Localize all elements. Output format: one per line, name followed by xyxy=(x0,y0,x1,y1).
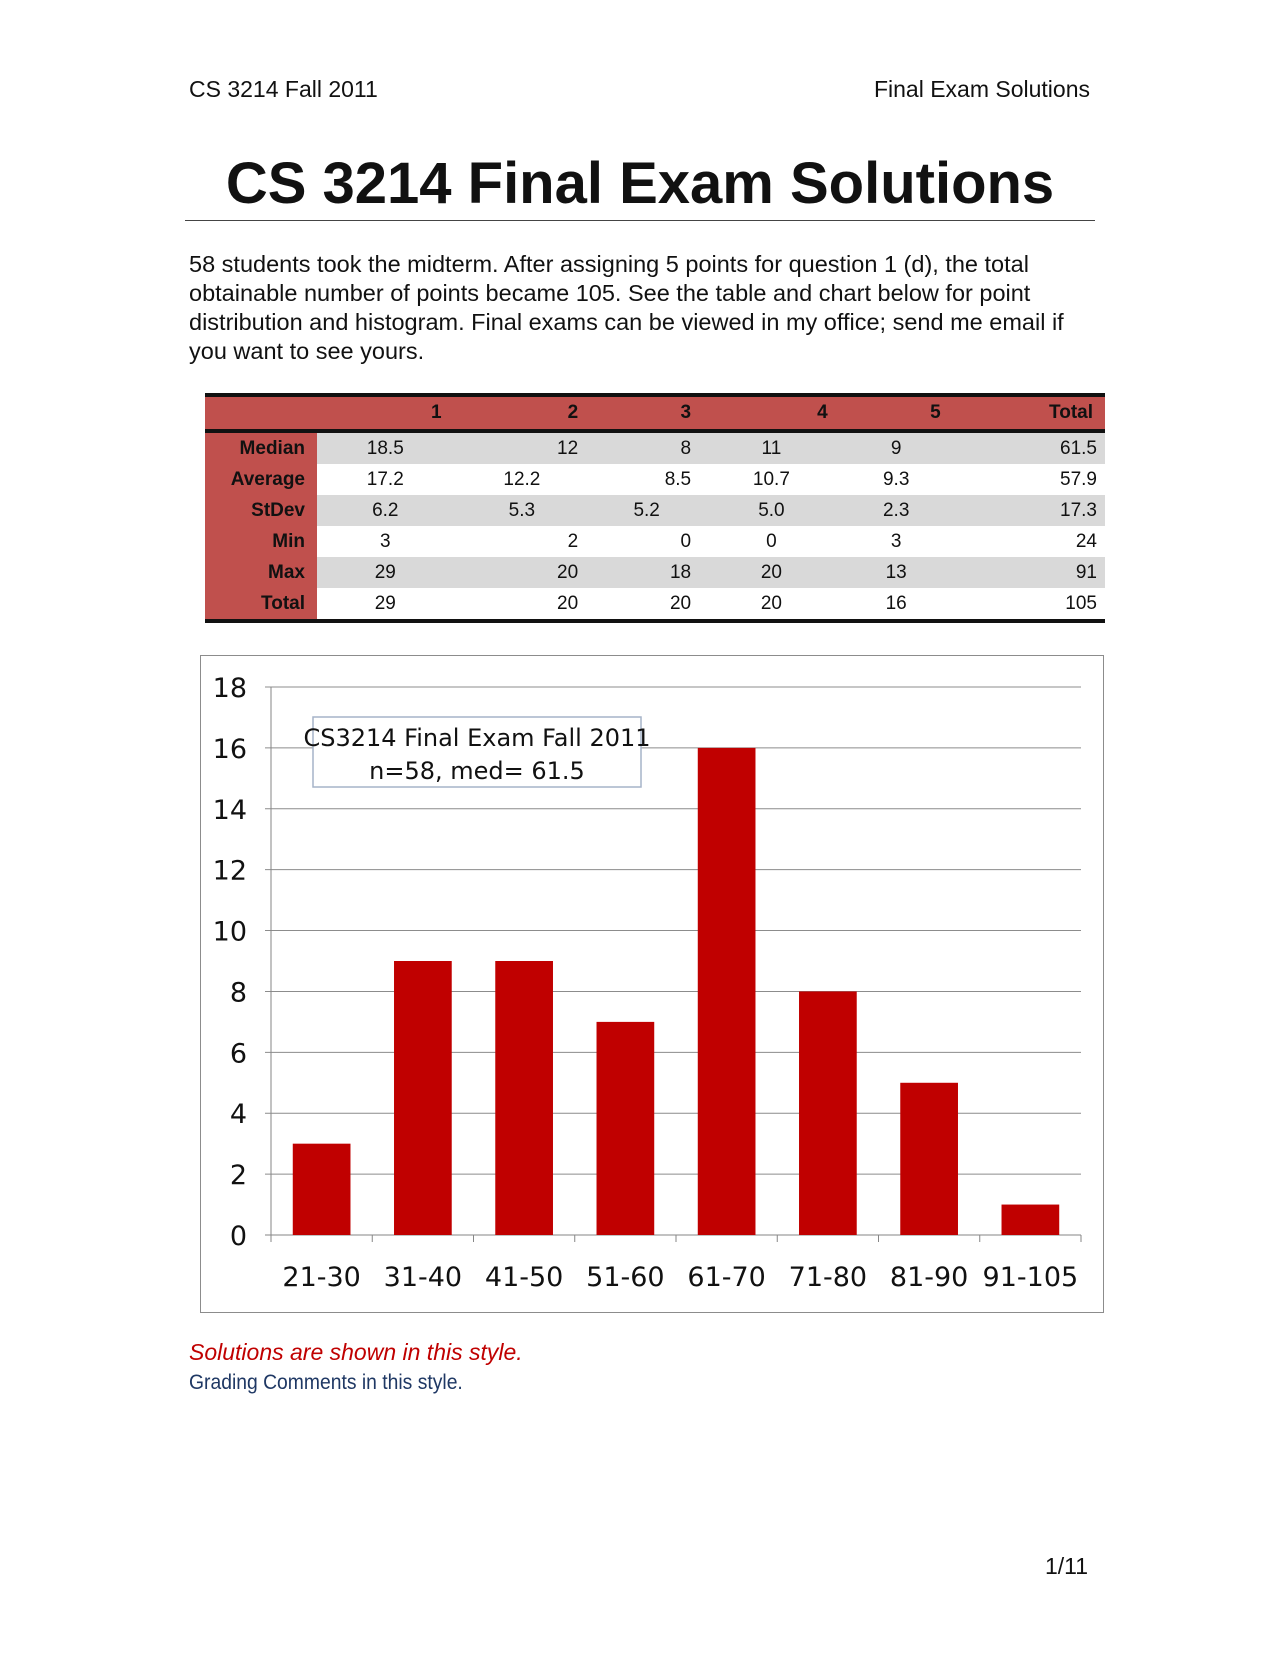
table-cell: 57.9 xyxy=(1060,468,1097,490)
histogram-bar xyxy=(900,1083,958,1235)
histogram-bar xyxy=(698,748,756,1235)
table-cell: 9 xyxy=(840,431,953,464)
table-row xyxy=(205,464,1105,495)
x-tick-label: 41-50 xyxy=(484,1262,564,1293)
y-tick-label: 8 xyxy=(229,977,247,1009)
intro-paragraph: 58 students took the midterm. After assigning 5 points for question 1 (d), the total obtainable number of points became 105. See the table and chart below for point distribution and histogram. Final exams can be viewed in my office; send me email if you want to see yours. xyxy=(189,251,1064,364)
table-cell: 9.3 xyxy=(882,468,910,490)
page-title: CS 3214 Final Exam Solutions xyxy=(225,151,1055,216)
histogram-chart xyxy=(200,655,1104,1313)
table-cell: 12.2 xyxy=(503,468,541,490)
table-row xyxy=(205,495,1105,526)
table-cell: 12 xyxy=(454,431,591,464)
title-rule xyxy=(185,220,1095,221)
table-cell: 11 xyxy=(703,431,840,464)
table-cell: 3 xyxy=(890,530,902,552)
y-tick-label: 4 xyxy=(229,1099,247,1131)
table-cell: 20 xyxy=(454,557,591,588)
row-label: StDev xyxy=(205,495,317,526)
x-tick-label: 51-60 xyxy=(586,1262,665,1293)
table-cell: 8 xyxy=(590,431,703,464)
table-cell: 24 xyxy=(1075,530,1097,552)
histogram-bar xyxy=(1002,1205,1060,1235)
table-cell: 0 xyxy=(766,530,777,552)
y-tick-label: 6 xyxy=(229,1038,247,1070)
table-cell: 0 xyxy=(680,530,692,552)
table-cell: 13 xyxy=(840,557,953,588)
table-cell: 105 xyxy=(1065,592,1097,614)
table-cell: 5.0 xyxy=(703,495,840,526)
histogram-bar xyxy=(394,961,452,1235)
table-cell: 29 xyxy=(374,592,396,614)
table-cell: 20 xyxy=(669,592,692,614)
x-tick-label: 91-105 xyxy=(982,1262,1079,1293)
histogram-bar xyxy=(799,991,857,1235)
stats-col-header: Total xyxy=(953,395,1105,431)
header-doc-title: Final Exam Solutions xyxy=(873,76,1090,102)
y-tick-label: 2 xyxy=(229,1160,247,1192)
x-tick-label: 31-40 xyxy=(383,1262,463,1293)
x-tick-label: 61-70 xyxy=(687,1262,766,1293)
x-tick-label: 71-80 xyxy=(788,1262,868,1293)
stats-col-header: 5 xyxy=(840,395,953,431)
row-label: Total xyxy=(205,588,317,621)
histogram-bar xyxy=(293,1144,351,1235)
histogram-svg xyxy=(201,656,1105,1314)
stats-table xyxy=(205,393,1105,623)
table-cell: 20 xyxy=(557,592,579,614)
chart-annotation-line: n=58, med= 61.5 xyxy=(369,757,585,785)
table-cell: 61.5 xyxy=(953,431,1105,464)
y-tick-label: 0 xyxy=(229,1221,247,1252)
table-cell: 18.5 xyxy=(317,431,454,464)
row-label: Average xyxy=(205,464,317,495)
stats-col-header: 1 xyxy=(317,395,454,431)
table-cell: 18 xyxy=(590,557,703,588)
y-tick-label: 10 xyxy=(212,916,247,948)
header-course: CS 3214 Fall 2011 xyxy=(189,76,378,102)
table-cell: 16 xyxy=(885,592,907,614)
y-tick-label: 18 xyxy=(212,673,247,704)
solutions-style-note: Solutions are shown in this style. xyxy=(189,1339,523,1365)
stats-col-header: 3 xyxy=(590,395,703,431)
stats-corner xyxy=(205,395,317,431)
table-cell: 91 xyxy=(953,557,1105,588)
table-cell: 5.3 xyxy=(454,495,591,526)
table-cell: 20 xyxy=(760,592,782,614)
table-row xyxy=(205,557,1105,588)
row-label: Min xyxy=(205,526,317,557)
table-cell: 5.2 xyxy=(590,495,703,526)
table-cell: 20 xyxy=(703,557,840,588)
table-cell: 2 xyxy=(567,530,579,552)
y-tick-label: 14 xyxy=(212,794,247,826)
chart-annotation-line: CS3214 Final Exam Fall 2011 xyxy=(303,724,651,752)
table-cell: 10.7 xyxy=(752,468,790,490)
grading-style-note: Grading Comments in this style. xyxy=(189,1371,463,1394)
table-cell: 17.3 xyxy=(953,495,1105,526)
row-label: Median xyxy=(205,431,317,464)
table-row xyxy=(205,431,1105,464)
table-cell: 3 xyxy=(380,530,391,552)
stats-header-row xyxy=(205,395,1105,431)
table-cell: 17.2 xyxy=(366,468,404,490)
y-tick-label: 16 xyxy=(212,733,247,765)
x-tick-label: 21-30 xyxy=(282,1262,361,1293)
page-number: 1/11 xyxy=(1044,1553,1088,1579)
x-tick-label: 81-90 xyxy=(889,1262,969,1293)
row-label: Max xyxy=(205,557,317,588)
table-cell: 6.2 xyxy=(317,495,454,526)
table-row xyxy=(205,526,1105,557)
table-cell: 8.5 xyxy=(664,468,692,490)
table-row xyxy=(205,588,1105,621)
table-cell: 29 xyxy=(317,557,454,588)
y-tick-label: 12 xyxy=(212,855,247,887)
stats-col-header: 2 xyxy=(454,395,591,431)
histogram-bar xyxy=(495,961,553,1235)
stats-col-header: 4 xyxy=(703,395,840,431)
table-cell: 2.3 xyxy=(840,495,953,526)
histogram-bar xyxy=(597,1022,655,1235)
